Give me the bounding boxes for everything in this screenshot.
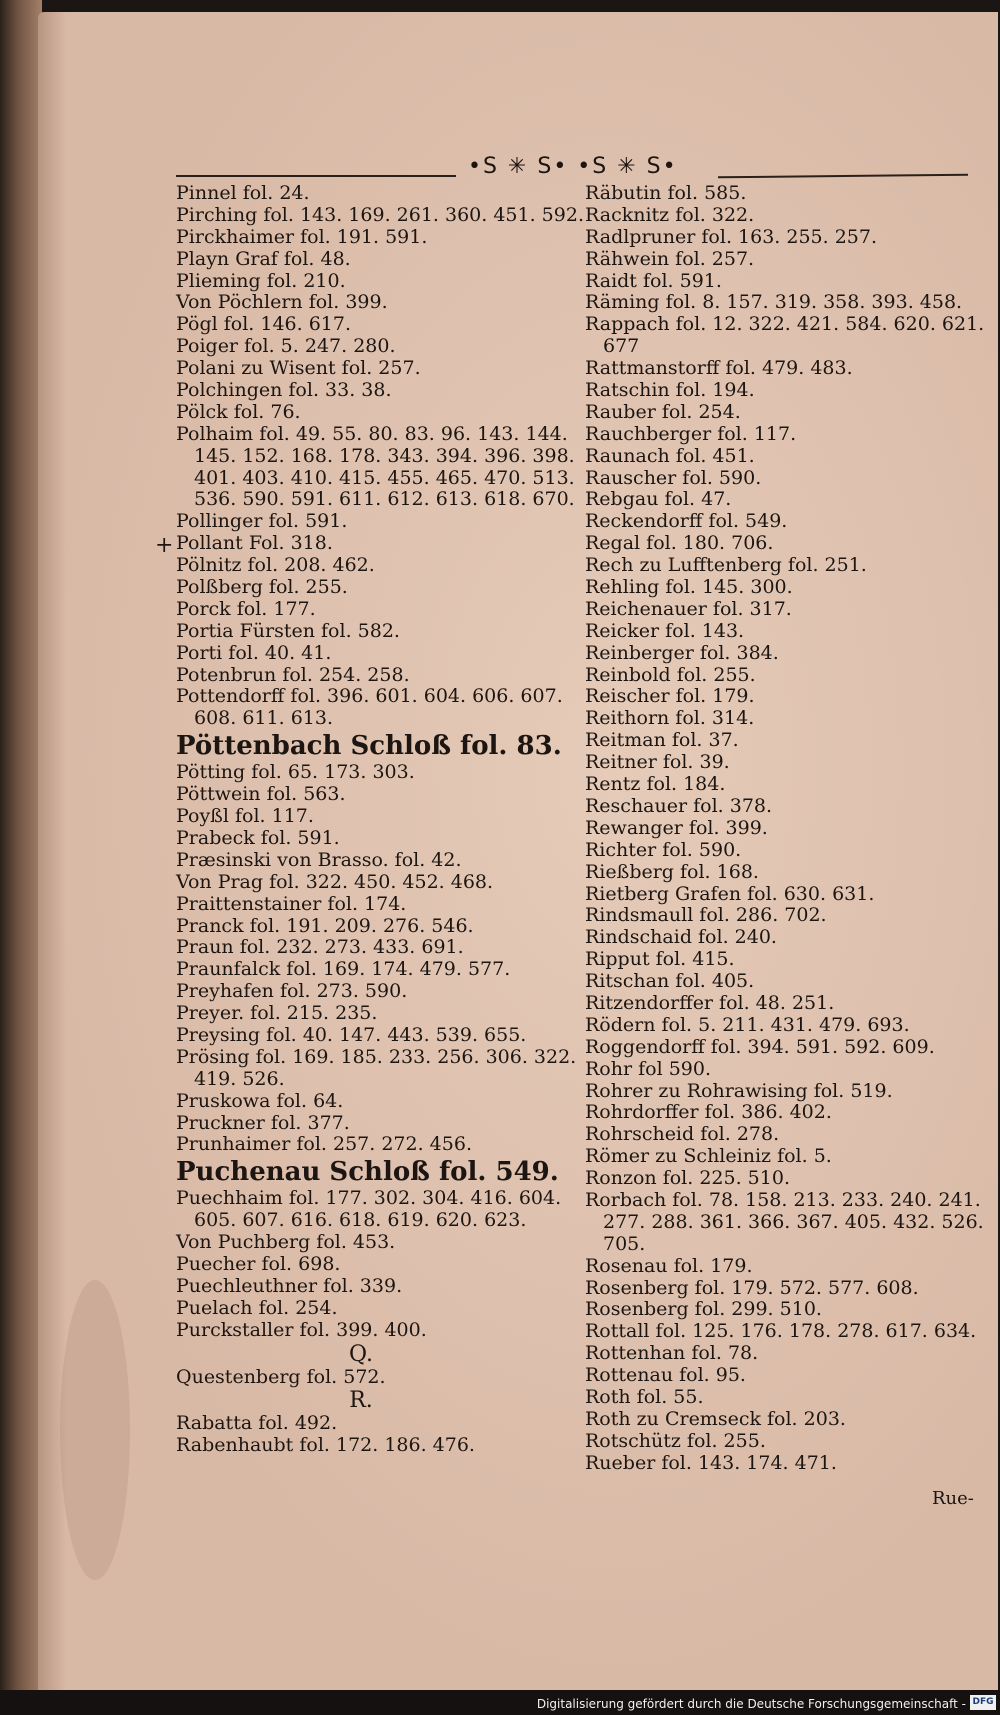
index-entry: Praittenstainer fol. 174. [176, 892, 407, 915]
index-entry: Puchenau Schloß fol. 549. [176, 1157, 559, 1188]
index-entry: Pollinger fol. 591. [176, 510, 348, 533]
index-entry: Rosenau fol. 179. [585, 1254, 753, 1277]
index-entry: Reicker fol. 143. [585, 619, 745, 642]
section-letter: R. [349, 1388, 373, 1414]
index-entry: Rosenberg fol. 179. 572. 577. 608. [585, 1276, 919, 1299]
index-entry: Puechleuthner fol. 339. [176, 1274, 403, 1297]
index-entry: Ritzendorffer fol. 48. 251. [585, 991, 835, 1014]
index-entry: Pöttwein fol. 563. [176, 783, 346, 806]
index-entry: Raidt fol. 591. [585, 269, 722, 292]
index-entry: Rentz fol. 184. [585, 773, 726, 796]
index-entry: Rottenau fol. 95. [585, 1364, 746, 1387]
header-ornament: •S ✳ S• •S ✳ S• [468, 154, 678, 179]
index-entry: Rießberg fol. 168. [585, 860, 759, 883]
index-entry: Roth zu Cremseck fol. 203. [585, 1407, 846, 1430]
index-entry: Rueber fol. 143. 174. 471. [585, 1451, 837, 1474]
index-entry: Räbutin fol. 585. [585, 182, 747, 204]
index-entry: Pötting fol. 65. 173. 303. [176, 761, 415, 784]
index-entry: Rorbach fol. 78. 158. 213. 233. 240. 241. [585, 1188, 981, 1211]
index-entry: Ratschin fol. 194. [585, 379, 755, 402]
index-entry: 705. [603, 1232, 646, 1255]
index-entry: Polani zu Wisent fol. 257. [176, 357, 421, 380]
index-entry: Rabenhaubt fol. 172. 186. 476. [176, 1434, 475, 1457]
index-entry: 401. 403. 410. 415. 455. 465. 470. 513. [194, 466, 575, 489]
index-entry: Polchingen fol. 33. 38. [176, 379, 392, 402]
index-entry: Prösing fol. 169. 185. 233. 256. 306. 322. [176, 1045, 577, 1068]
index-entry: Puechhaim fol. 177. 302. 304. 416. 604. [176, 1187, 562, 1210]
index-entry: Radlpruner fol. 163. 255. 257. [585, 225, 878, 248]
index-entry: Preyhafen fol. 273. 590. [176, 980, 408, 1003]
index-entry: Praunfalck fol. 169. 174. 479. 577. [176, 958, 511, 981]
index-entry: Reitman fol. 37. [585, 729, 739, 752]
index-entry: Von Pöchlern fol. 399. [176, 291, 388, 314]
index-entry: Purckstaller fol. 399. 400. [176, 1318, 427, 1341]
header-rule-left [176, 175, 456, 177]
index-entry: Rehling fol. 145. 300. [585, 576, 793, 599]
index-entry: Reithorn fol. 314. [585, 707, 755, 730]
section-letter: Q. [349, 1341, 373, 1367]
index-entry: Rewanger fol. 399. [585, 816, 768, 839]
index-entry: Rohrdorffer fol. 386. 402. [585, 1101, 832, 1124]
index-entry: Portia Fürsten fol. 582. [176, 619, 400, 642]
index-entry: Rindschaid fol. 240. [585, 926, 777, 949]
index-entry: Rabatta fol. 492. [176, 1412, 338, 1435]
index-entry: 608. 611. 613. [194, 707, 333, 730]
index-entry: Pölck fol. 76. [176, 400, 301, 423]
index-entry: Richter fol. 590. [585, 838, 742, 861]
index-entry: Ripput fol. 415. [585, 948, 735, 971]
index-entry: Porck fol. 177. [176, 597, 316, 620]
index-entry: Reinberger fol. 384. [585, 641, 779, 664]
index-entry: Rebgau fol. 47. [585, 488, 732, 511]
index-entry: Porti fol. 40. 41. [176, 641, 332, 664]
index-entry: Polßberg fol. 255. [176, 576, 348, 599]
index-entry: 677 [603, 335, 640, 358]
catchword: Rue- [932, 1488, 974, 1509]
index-entry: Puecher fol. 698. [176, 1252, 341, 1275]
index-entry: Rosenberg fol. 299. 510. [585, 1298, 822, 1321]
index-entry: Pollant Fol. 318. [176, 532, 333, 555]
index-entry: Pinnel fol. 24. [176, 182, 310, 204]
index-entry: Rappach fol. 12. 322. 421. 584. 620. 621. [585, 313, 985, 336]
index-entry: Raunach fol. 451. [585, 444, 755, 467]
index-entry: Rohrer zu Rohrawising fol. 519. [585, 1079, 893, 1102]
index-entry: Reichenauer fol. 317. [585, 597, 792, 620]
index-entry: Polhaim fol. 49. 55. 80. 83. 96. 143. 144. [176, 422, 568, 445]
index-entry: Playn Graf fol. 48. [176, 247, 351, 270]
margin-cross-mark: + [155, 533, 174, 558]
index-entry: Pirching fol. 143. 169. 261. 360. 451. 592. [176, 203, 584, 226]
index-entry: Preysing fol. 40. 147. 443. 539. 655. [176, 1023, 527, 1046]
index-entry: Pögl fol. 146. 617. [176, 313, 352, 336]
index-entry: Praun fol. 232. 273. 433. 691. [176, 936, 464, 959]
index-entry: 536. 590. 591. 611. 612. 613. 618. 670. [194, 488, 575, 511]
index-entry: Rottall fol. 125. 176. 178. 278. 617. 634. [585, 1320, 977, 1343]
index-entry: Reitner fol. 39. [585, 751, 730, 774]
index-entry: Rauber fol. 254. [585, 400, 741, 423]
index-entry: 605. 607. 616. 618. 619. 620. 623. [194, 1209, 527, 1232]
index-entry: Rietberg Grafen fol. 630. 631. [585, 882, 875, 905]
index-entry: Preyer. fol. 215. 235. [176, 1002, 378, 1025]
index-entry: Pranck fol. 191. 209. 276. 546. [176, 914, 474, 937]
index-entry: Rohrscheid fol. 278. [585, 1123, 780, 1146]
index-column-right [585, 182, 985, 1475]
book-edge [0, 0, 42, 1690]
index-entry: Pölnitz fol. 208. 462. [176, 554, 375, 577]
index-entry: Rohr fol 590. [585, 1057, 711, 1080]
index-entry: Poiger fol. 5. 247. 280. [176, 335, 396, 358]
index-entry: Roggendorff fol. 394. 591. 592. 609. [585, 1035, 935, 1058]
index-entry: Rotschütz fol. 255. [585, 1429, 766, 1452]
index-entry: Reckendorff fol. 549. [585, 510, 788, 533]
index-entry: Reischer fol. 179. [585, 685, 755, 708]
index-entry: Plieming fol. 210. [176, 269, 346, 292]
index-entry: Potenbrun fol. 254. 258. [176, 663, 410, 686]
index-entry: Pirckhaimer fol. 191. 591. [176, 225, 428, 248]
index-entry: Poyßl fol. 117. [176, 805, 314, 828]
index-entry: Pruckner fol. 377. [176, 1111, 350, 1134]
index-entry: Questenberg fol. 572. [176, 1365, 386, 1388]
index-entry: Römer zu Schleiniz fol. 5. [585, 1145, 832, 1168]
index-entry: Prabeck fol. 591. [176, 826, 340, 849]
index-column-left [176, 182, 584, 1457]
index-entry: Rauscher fol. 590. [585, 466, 762, 489]
index-entry: 419. 526. [194, 1067, 285, 1090]
index-entry: Reinbold fol. 255. [585, 663, 756, 686]
index-entry: Pruskowa fol. 64. [176, 1089, 344, 1112]
index-entry: Rindsmaull fol. 286. 702. [585, 904, 827, 927]
page-stain [60, 1280, 130, 1580]
index-entry: Ronzon fol. 225. 510. [585, 1167, 790, 1190]
index-entry: Rödern fol. 5. 211. 431. 479. 693. [585, 1013, 910, 1036]
index-entry: Rech zu Lufftenberg fol. 251. [585, 554, 867, 577]
index-entry: Von Prag fol. 322. 450. 452. 468. [176, 870, 494, 893]
index-entry: Rattmanstorff fol. 479. 483. [585, 357, 853, 380]
index-entry: Räming fol. 8. 157. 319. 358. 393. 458. [585, 291, 963, 314]
index-entry: 145. 152. 168. 178. 343. 394. 396. 398. [194, 444, 575, 467]
index-entry: Pottendorff fol. 396. 601. 604. 606. 607. [176, 685, 563, 708]
index-entry: Roth fol. 55. [585, 1385, 704, 1408]
dfg-logo: DFG [970, 1695, 996, 1710]
index-entry: Rottenhan fol. 78. [585, 1342, 759, 1365]
index-entry: Racknitz fol. 322. [585, 203, 755, 226]
index-entry: Regal fol. 180. 706. [585, 532, 774, 555]
index-entry: Von Puchberg fol. 453. [176, 1231, 396, 1254]
index-entry: Reschauer fol. 378. [585, 794, 773, 817]
index-entry: Ritschan fol. 405. [585, 970, 755, 993]
index-entry: Puelach fol. 254. [176, 1296, 338, 1319]
index-entry: Rähwein fol. 257. [585, 247, 755, 270]
index-entry: Rauchberger fol. 117. [585, 422, 797, 445]
index-entry: 277. 288. 361. 366. 367. 405. 432. 526. [603, 1210, 984, 1233]
index-entry: Pöttenbach Schloß fol. 83. [176, 731, 562, 762]
index-entry: Præsinski von Brasso. fol. 42. [176, 848, 462, 871]
index-entry: Prunhaimer fol. 257. 272. 456. [176, 1133, 472, 1156]
footer-credit: Digitalisierung gefördert durch die Deutsche Forschungsgemeinschaft - [536, 1697, 966, 1711]
